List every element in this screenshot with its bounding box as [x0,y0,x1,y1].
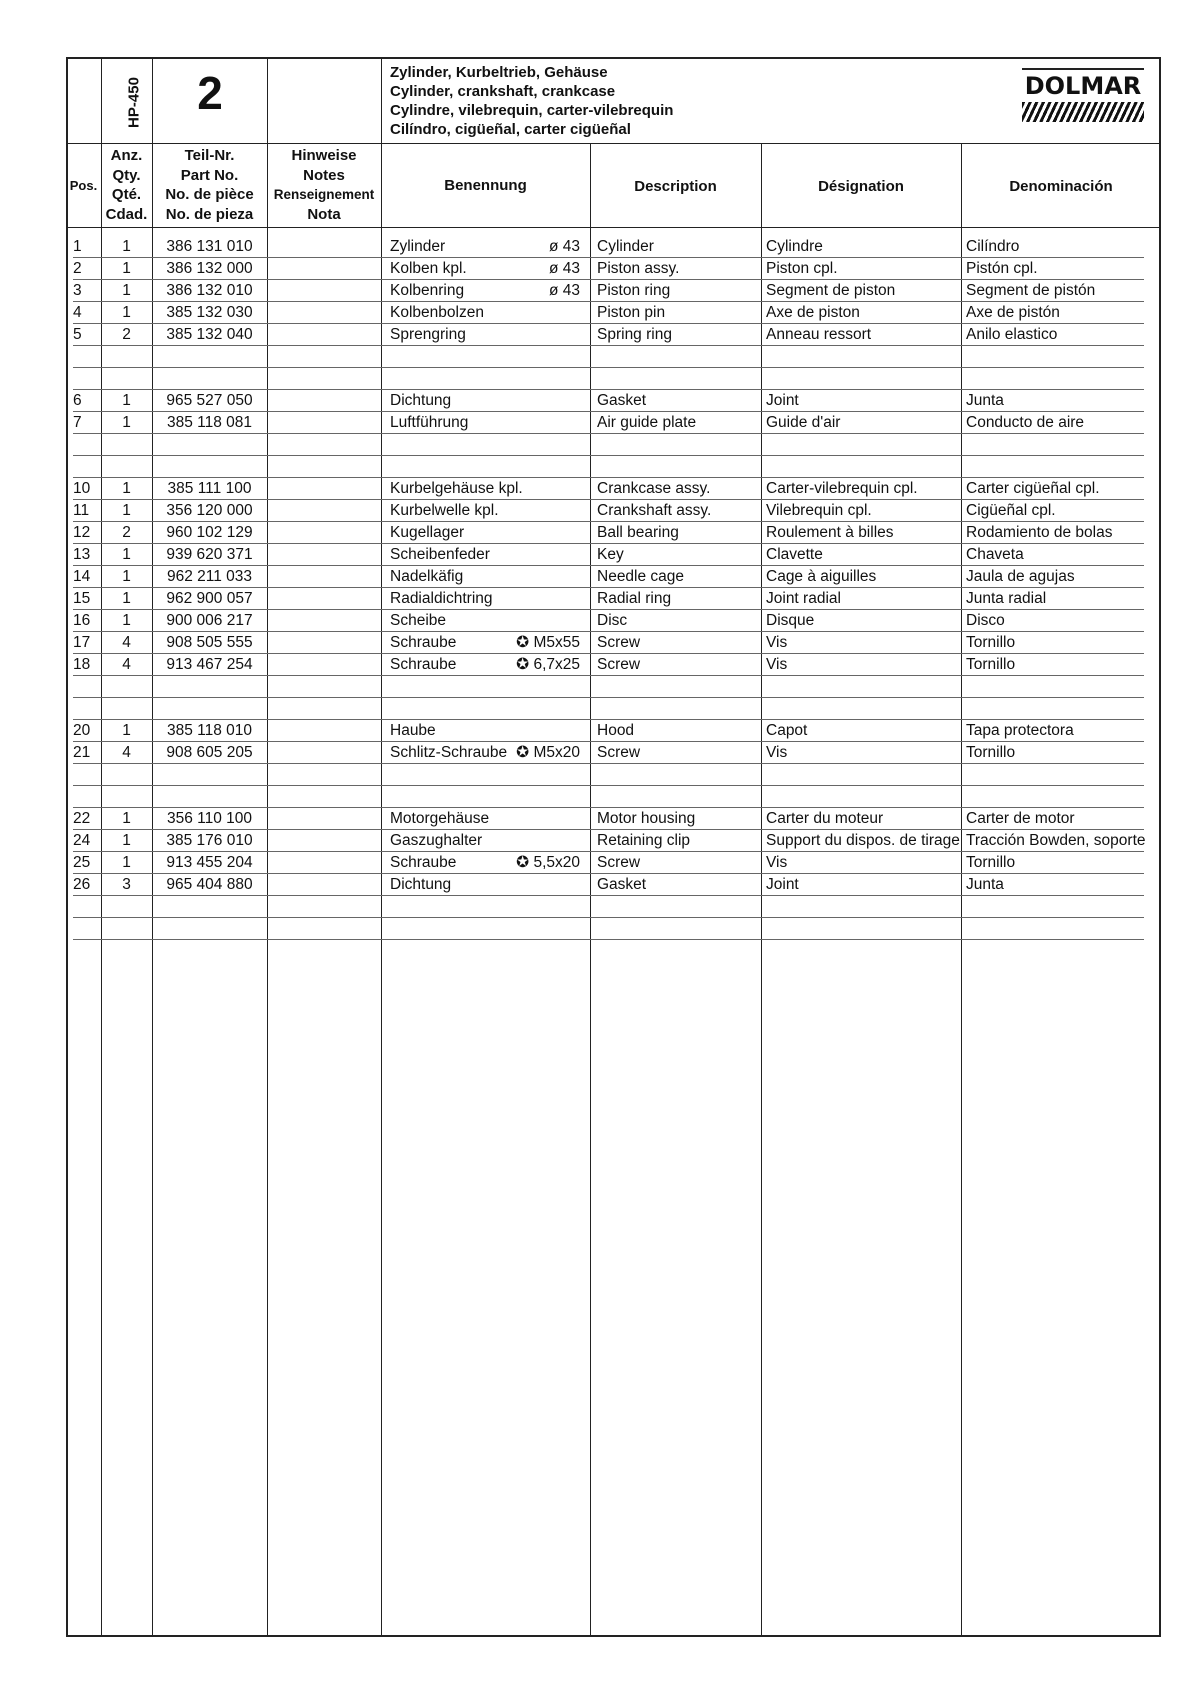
cell-en: Screw [597,634,641,651]
title-en: Cylinder, crankshaft, crankcase [390,83,616,100]
cell-es: Junta radial [966,590,1047,607]
cell-pos: 12 [73,524,91,541]
cell-es: Carter cigüeñal cpl. [966,480,1100,497]
column-header-divider [66,227,1161,228]
cell-en: Spring ring [597,326,672,343]
cell-part: 908 505 555 [166,634,253,651]
cell-fr: Vis [766,744,788,761]
cell-pos: 21 [73,744,91,761]
cell-part: 385 111 100 [167,480,252,497]
cell-de: Kugellager [390,524,465,541]
cell-qty: 3 [122,876,131,893]
brand-name: DOLMAR [1024,72,1142,100]
cell-fr: Capot [766,722,808,739]
cell-de: Kolben kpl. [390,260,467,277]
cell-pos: 3 [73,282,82,299]
cell-de: Scheibe [390,612,447,629]
col-header-es: Denominación [1009,178,1113,195]
cell-part: 385 132 030 [166,304,253,321]
cell-de: Kurbelwelle kpl. [390,502,499,519]
cell-part: 960 102 129 [166,524,253,541]
cell-fr: Piston cpl. [766,260,838,277]
cell-es: Segment de pistón [966,282,1096,299]
cell-qty: 1 [122,810,131,827]
col-header-pos: Pos. [69,178,98,193]
cell-es: Tracción Bowden, soporte [966,832,1146,849]
cell-es: Jaula de agujas [966,568,1075,585]
group-title [390,63,673,139]
cell-pos: 2 [73,260,82,277]
cell-part: 965 527 050 [166,392,253,409]
col-header-part: Teil-Nr. Part No. No. de pièce No. de pieza [165,147,254,223]
cell-qty: 1 [122,568,131,585]
cell-qty: 4 [122,656,131,673]
cell-qty: 1 [122,832,131,849]
cell-qty: 1 [122,304,131,321]
cell-en: Crankshaft assy. [597,502,712,519]
cell-es: Cilíndro [966,238,1020,255]
cell-de: Schraube [390,634,457,651]
cell-fr: Clavette [766,546,823,563]
cell-es: Axe de pistón [966,304,1060,321]
cell-en: Cylinder [597,238,654,255]
cell-qty: 1 [122,480,131,497]
cell-de: Schlitz-Schraube [390,744,508,761]
cell-en: Screw [597,656,641,673]
col-header-notes: Hinweise Notes Renseignement Nota [273,147,375,223]
cell-pos: 13 [73,546,91,563]
cell-fr: Carter du moteur [766,810,884,827]
cell-en: Hood [597,722,635,739]
cell-fr: Support du dispos. de tirage [766,832,960,849]
cell-pos: 5 [73,326,82,343]
cell-qty: 1 [122,502,131,519]
col-header-de: Benennung [444,177,527,194]
cell-de: Sprengring [390,326,466,343]
cell-part: 386 132 000 [166,260,253,277]
col-header-fr: Désignation [818,178,904,195]
cell-qty: 2 [122,524,131,541]
row-rule [73,345,1144,346]
cell-part: 385 118 010 [166,722,253,739]
cell-en: Screw [597,854,641,871]
cell-qty: 1 [122,854,131,871]
cell-es: Anilo elastico [966,326,1058,343]
cell-fr: Vilebrequin cpl. [766,502,872,519]
cell-pos: 4 [73,304,82,321]
model-label: HP-450 [125,77,143,128]
cell-spec: ✪ M5x55 [516,634,580,651]
row-rule [73,455,1144,456]
cell-fr: Disque [766,612,815,629]
cell-part: 900 006 217 [166,612,253,629]
cell-es: Junta [966,392,1004,409]
cell-de: Dichtung [390,392,452,409]
cell-pos: 10 [73,480,91,497]
cell-de: Nadelkäfig [390,568,464,585]
dolmar-logo [1022,68,1144,122]
cell-qty: 1 [122,590,131,607]
cell-de: Kurbelgehäuse kpl. [390,480,523,497]
cell-de: Schraube [390,854,457,871]
cell-part: 385 118 081 [166,414,253,431]
cell-pos: 20 [73,722,91,739]
row-rule [73,697,1144,698]
cell-pos: 18 [73,656,91,673]
header-divider [66,143,1161,144]
cell-de: Schraube [390,656,457,673]
row-rule [73,675,1144,676]
row-rule [73,895,1144,896]
cell-part: 962 211 033 [166,568,253,585]
col-header-en: Description [634,178,717,195]
cell-fr: Segment de piston [766,282,896,299]
cell-fr: Axe de piston [766,304,860,321]
cell-part: 939 620 371 [166,546,253,563]
cell-spec: ✪ 6,7x25 [516,656,580,673]
cell-fr: Joint [766,392,799,409]
cell-part: 913 467 254 [166,656,253,673]
col-header-qty: Anz. Qty. Qté. Cdad. [105,147,148,223]
row-rule [73,367,1144,368]
cell-en: Motor housing [597,810,696,827]
cell-part: 385 132 040 [166,326,253,343]
title-de: Zylinder, Kurbeltrieb, Gehäuse [390,64,608,81]
cell-es: Conducto de aire [966,414,1085,431]
cell-part: 386 132 010 [166,282,253,299]
cell-de: Motorgehäuse [390,810,490,827]
cell-pos: 17 [73,634,91,651]
cell-part: 356 110 100 [166,810,253,827]
cell-pos: 16 [73,612,91,629]
cell-de: Gaszughalter [390,832,483,849]
cell-qty: 1 [122,260,131,277]
cell-pos: 15 [73,590,91,607]
cell-fr: Joint [766,876,799,893]
cell-fr: Vis [766,656,788,673]
cell-es: Tornillo [966,744,1016,761]
cell-en: Crankcase assy. [597,480,711,497]
cell-en: Gasket [597,392,647,409]
cell-fr: Cage à aiguilles [766,568,877,585]
cell-spec: ✪ M5x20 [516,744,580,761]
cell-part: 386 131 010 [166,238,253,255]
cell-qty: 4 [122,634,131,651]
cell-qty: 1 [122,722,131,739]
cell-part: 385 176 010 [166,832,253,849]
cell-qty: 4 [122,744,131,761]
title-fr: Cylindre, vilebrequin, carter-vilebrequin [390,102,674,119]
row-rule [73,433,1144,434]
cell-en: Retaining clip [597,832,691,849]
cell-en: Piston assy. [597,260,680,277]
row-rule [73,763,1144,764]
cell-fr: Guide d'air [766,414,841,431]
cell-es: Chaveta [966,546,1024,563]
cell-pos: 25 [73,854,91,871]
cell-es: Disco [966,612,1005,629]
cell-part: 913 455 204 [166,854,253,871]
cell-spec: ✪ 5,5x20 [516,854,580,871]
cell-qty: 2 [122,326,131,343]
cell-pos: 7 [73,414,82,431]
cell-en: Screw [597,744,641,761]
cell-fr: Anneau ressort [766,326,872,343]
cell-fr: Carter-vilebrequin cpl. [766,480,918,497]
cell-es: Tornillo [966,656,1016,673]
cell-fr: Vis [766,634,788,651]
cell-en: Air guide plate [597,414,697,431]
cell-qty: 1 [122,546,131,563]
cell-part: 908 605 205 [166,744,253,761]
cell-de: Kolbenbolzen [390,304,484,321]
row-rule [73,917,1144,918]
cell-es: Carter de motor [966,810,1075,827]
cell-pos: 6 [73,392,82,409]
cell-pos: 26 [73,876,91,893]
cell-es: Cigüeñal cpl. [966,502,1056,519]
cell-part: 356 120 000 [166,502,253,519]
col-divider-part [267,57,268,1637]
cell-part: 962 900 057 [166,590,253,607]
cell-es: Pistón cpl. [966,260,1038,277]
cell-pos: 1 [73,238,82,255]
cell-qty: 1 [122,392,131,409]
cell-de: Scheibenfeder [390,546,490,563]
cell-pos: 14 [73,568,91,585]
cell-de: Zylinder [390,238,446,255]
cell-en: Needle cage [597,568,685,585]
cell-en: Piston pin [597,304,666,321]
cell-spec: ø 43 [548,282,580,299]
title-es: Cilíndro, cigüeñal, carter cigüeñal [390,121,631,138]
cell-de: Dichtung [390,876,452,893]
cell-qty: 1 [122,238,131,255]
cell-en: Radial ring [597,590,672,607]
cell-fr: Roulement à billes [766,524,894,541]
cell-part: 965 404 880 [166,876,253,893]
cell-qty: 1 [122,612,131,629]
cell-fr: Cylindre [766,238,823,255]
cell-qty: 1 [122,414,131,431]
cell-es: Tapa protectora [966,722,1074,739]
cell-fr: Joint radial [766,590,841,607]
cell-pos: 11 [73,502,90,519]
cell-en: Gasket [597,876,647,893]
cell-de: Luftführung [390,414,469,431]
col-divider-notes [381,57,382,1637]
cell-pos: 22 [73,810,91,827]
cell-spec: ø 43 [548,260,580,277]
cell-spec: ø 43 [548,238,580,255]
cell-pos: 24 [73,832,91,849]
cell-fr: Vis [766,854,788,871]
cell-en: Disc [597,612,628,629]
cell-de: Radialdichtring [390,590,493,607]
cell-es: Tornillo [966,634,1016,651]
cell-es: Junta [966,876,1004,893]
cell-qty: 1 [122,282,131,299]
row-rule [73,785,1144,786]
cell-en: Key [597,546,624,563]
cell-es: Tornillo [966,854,1016,871]
cell-en: Ball bearing [597,524,679,541]
cell-en: Piston ring [597,282,671,299]
cell-de: Haube [390,722,436,739]
group-number: 2 [197,67,223,119]
cell-de: Kolbenring [390,282,465,299]
row-rule [73,939,1144,940]
cell-es: Rodamiento de bolas [966,524,1113,541]
logo-stripes [1022,102,1144,122]
